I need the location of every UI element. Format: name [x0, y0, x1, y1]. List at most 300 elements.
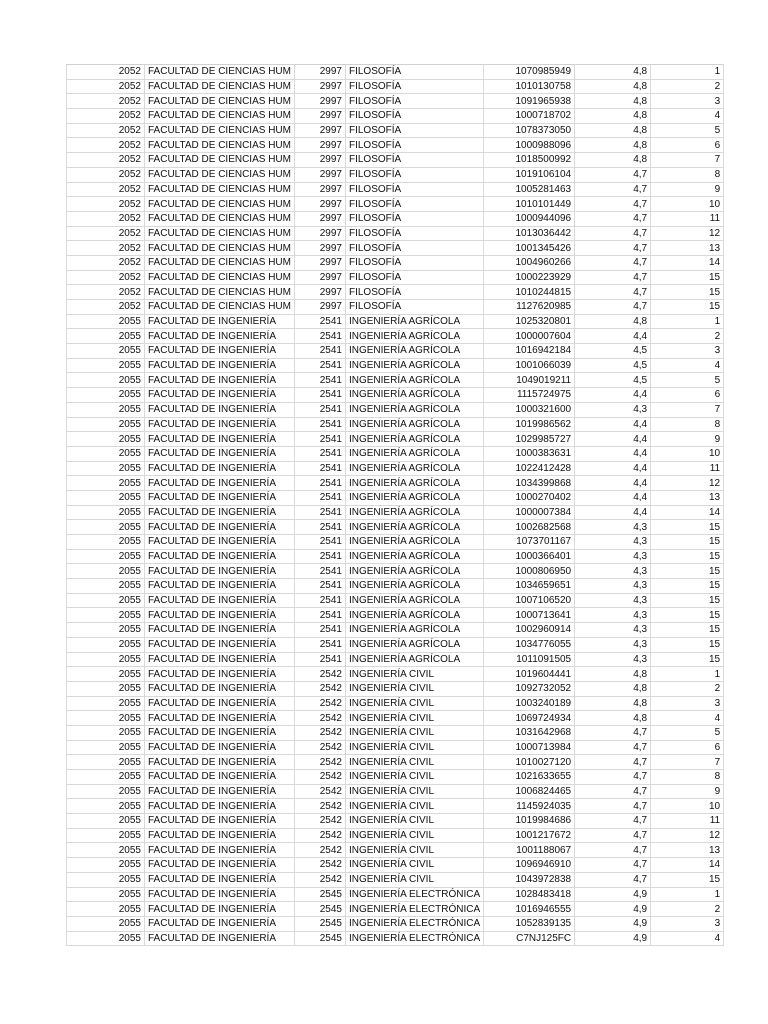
- table-row: [67, 902, 724, 917]
- student-id-cell: 1043972838: [484, 872, 575, 887]
- grade-cell: 4,4: [575, 461, 651, 476]
- grade-cell: 4,3: [575, 535, 651, 550]
- faculty-name-cell: FACULTAD DE INGENIERÍA: [145, 814, 295, 829]
- faculty-name-cell: FACULTAD DE INGENIERÍA: [145, 916, 295, 931]
- student-id-cell: 1000944096: [484, 211, 575, 226]
- faculty-code-cell: 2055: [67, 858, 145, 873]
- grade-cell: 4,3: [575, 623, 651, 638]
- faculty-code-cell: 2052: [67, 65, 145, 80]
- faculty-code-cell: 2052: [67, 153, 145, 168]
- grade-cell: 4,8: [575, 681, 651, 696]
- student-id-cell: 1000007384: [484, 505, 575, 520]
- program-code-cell: 2997: [294, 241, 345, 256]
- faculty-code-cell: 2055: [67, 608, 145, 623]
- table-row: [67, 770, 724, 785]
- program-name-cell: INGENIERÍA CIVIL: [345, 755, 483, 770]
- student-id-cell: 1049019211: [484, 373, 575, 388]
- faculty-code-cell: 2055: [67, 520, 145, 535]
- rank-cell: 8: [651, 770, 724, 785]
- student-id-cell: 1000007604: [484, 329, 575, 344]
- table-row: [67, 314, 724, 329]
- program-code-cell: 2542: [294, 799, 345, 814]
- faculty-code-cell: 2052: [67, 197, 145, 212]
- student-id-cell: 1007106520: [484, 593, 575, 608]
- program-code-cell: 2541: [294, 652, 345, 667]
- faculty-code-cell: 2055: [67, 652, 145, 667]
- student-id-cell: 1003240189: [484, 696, 575, 711]
- program-code-cell: 2545: [294, 902, 345, 917]
- program-name-cell: FILOSOFÍA: [345, 197, 483, 212]
- table-row: [67, 490, 724, 505]
- faculty-name-cell: FACULTAD DE INGENIERÍA: [145, 696, 295, 711]
- faculty-code-cell: 2055: [67, 402, 145, 417]
- program-name-cell: INGENIERÍA AGRÍCOLA: [345, 388, 483, 403]
- table-row: [67, 887, 724, 902]
- faculty-name-cell: FACULTAD DE INGENIERÍA: [145, 593, 295, 608]
- table-row: [67, 461, 724, 476]
- rank-cell: 7: [651, 402, 724, 417]
- rank-cell: 1: [651, 65, 724, 80]
- faculty-name-cell: FACULTAD DE CIENCIAS HUM: [145, 65, 295, 80]
- program-code-cell: 2997: [294, 197, 345, 212]
- rank-cell: 2: [651, 902, 724, 917]
- faculty-code-cell: 2055: [67, 623, 145, 638]
- faculty-name-cell: FACULTAD DE INGENIERÍA: [145, 344, 295, 359]
- faculty-name-cell: FACULTAD DE INGENIERÍA: [145, 711, 295, 726]
- rank-cell: 8: [651, 417, 724, 432]
- program-code-cell: 2542: [294, 725, 345, 740]
- student-id-cell: 1052839135: [484, 916, 575, 931]
- program-name-cell: INGENIERÍA AGRÍCOLA: [345, 637, 483, 652]
- table-row: [67, 94, 724, 109]
- faculty-code-cell: 2055: [67, 740, 145, 755]
- faculty-name-cell: FACULTAD DE INGENIERÍA: [145, 667, 295, 682]
- table-row: [67, 329, 724, 344]
- program-name-cell: INGENIERÍA CIVIL: [345, 711, 483, 726]
- faculty-name-cell: FACULTAD DE INGENIERÍA: [145, 520, 295, 535]
- table-row: [67, 432, 724, 447]
- rank-cell: 6: [651, 740, 724, 755]
- rank-cell: 10: [651, 446, 724, 461]
- table-row: [67, 476, 724, 491]
- grade-cell: 4,7: [575, 755, 651, 770]
- student-id-cell: 1025320801: [484, 314, 575, 329]
- grade-cell: 4,8: [575, 696, 651, 711]
- rank-cell: 9: [651, 182, 724, 197]
- rank-cell: 10: [651, 799, 724, 814]
- program-name-cell: FILOSOFÍA: [345, 270, 483, 285]
- grade-cell: 4,8: [575, 138, 651, 153]
- faculty-name-cell: FACULTAD DE INGENIERÍA: [145, 432, 295, 447]
- faculty-code-cell: 2052: [67, 109, 145, 124]
- faculty-name-cell: FACULTAD DE INGENIERÍA: [145, 564, 295, 579]
- program-name-cell: INGENIERÍA AGRÍCOLA: [345, 329, 483, 344]
- rank-cell: 1: [651, 314, 724, 329]
- faculty-name-cell: FACULTAD DE INGENIERÍA: [145, 358, 295, 373]
- table-row: [67, 358, 724, 373]
- table-row: [67, 828, 724, 843]
- grade-cell: 4,8: [575, 153, 651, 168]
- faculty-name-cell: FACULTAD DE INGENIERÍA: [145, 373, 295, 388]
- faculty-code-cell: 2055: [67, 490, 145, 505]
- faculty-name-cell: FACULTAD DE INGENIERÍA: [145, 770, 295, 785]
- program-code-cell: 2541: [294, 329, 345, 344]
- table-row: [67, 564, 724, 579]
- program-name-cell: FILOSOFÍA: [345, 255, 483, 270]
- table-row: [67, 255, 724, 270]
- program-code-cell: 2542: [294, 696, 345, 711]
- grade-cell: 4,7: [575, 784, 651, 799]
- grade-cell: 4,7: [575, 858, 651, 873]
- grade-cell: 4,8: [575, 94, 651, 109]
- table-row: [67, 740, 724, 755]
- program-name-cell: INGENIERÍA CIVIL: [345, 696, 483, 711]
- faculty-name-cell: FACULTAD DE INGENIERÍA: [145, 608, 295, 623]
- faculty-code-cell: 2052: [67, 226, 145, 241]
- program-name-cell: FILOSOFÍA: [345, 109, 483, 124]
- faculty-code-cell: 2055: [67, 711, 145, 726]
- program-name-cell: INGENIERÍA AGRÍCOLA: [345, 564, 483, 579]
- program-name-cell: FILOSOFÍA: [345, 226, 483, 241]
- table-row: [67, 109, 724, 124]
- faculty-name-cell: FACULTAD DE INGENIERÍA: [145, 843, 295, 858]
- rank-cell: 7: [651, 755, 724, 770]
- faculty-name-cell: FACULTAD DE INGENIERÍA: [145, 623, 295, 638]
- rank-cell: 15: [651, 564, 724, 579]
- rank-cell: 4: [651, 358, 724, 373]
- faculty-name-cell: FACULTAD DE INGENIERÍA: [145, 652, 295, 667]
- grade-cell: 4,3: [575, 593, 651, 608]
- grade-cell: 4,7: [575, 211, 651, 226]
- faculty-name-cell: FACULTAD DE CIENCIAS HUM: [145, 270, 295, 285]
- grade-cell: 4,9: [575, 887, 651, 902]
- student-id-cell: 1145924035: [484, 799, 575, 814]
- grade-cell: 4,7: [575, 197, 651, 212]
- program-name-cell: FILOSOFÍA: [345, 167, 483, 182]
- grade-cell: 4,5: [575, 358, 651, 373]
- grade-cell: 4,8: [575, 314, 651, 329]
- faculty-name-cell: FACULTAD DE CIENCIAS HUM: [145, 255, 295, 270]
- rank-cell: 15: [651, 652, 724, 667]
- table-row: [67, 167, 724, 182]
- student-id-cell: 1069724934: [484, 711, 575, 726]
- faculty-code-cell: 2052: [67, 285, 145, 300]
- student-id-cell: 1001188067: [484, 843, 575, 858]
- faculty-code-cell: 2055: [67, 843, 145, 858]
- table-row: [67, 402, 724, 417]
- rank-cell: 4: [651, 109, 724, 124]
- program-name-cell: INGENIERÍA CIVIL: [345, 799, 483, 814]
- rank-cell: 13: [651, 843, 724, 858]
- grade-cell: 4,8: [575, 711, 651, 726]
- rank-cell: 7: [651, 153, 724, 168]
- table-row: [67, 652, 724, 667]
- faculty-code-cell: 2055: [67, 872, 145, 887]
- faculty-code-cell: 2055: [67, 388, 145, 403]
- faculty-name-cell: FACULTAD DE CIENCIAS HUM: [145, 285, 295, 300]
- student-id-cell: 1000806950: [484, 564, 575, 579]
- grade-cell: 4,4: [575, 432, 651, 447]
- student-id-cell: 1016942184: [484, 344, 575, 359]
- faculty-name-cell: FACULTAD DE CIENCIAS HUM: [145, 138, 295, 153]
- program-name-cell: FILOSOFÍA: [345, 285, 483, 300]
- grade-cell: 4,4: [575, 329, 651, 344]
- grade-cell: 4,3: [575, 579, 651, 594]
- faculty-name-cell: FACULTAD DE INGENIERÍA: [145, 799, 295, 814]
- faculty-code-cell: 2052: [67, 94, 145, 109]
- faculty-code-cell: 2055: [67, 535, 145, 550]
- results-table: [66, 64, 724, 946]
- student-id-cell: 1010101449: [484, 197, 575, 212]
- rank-cell: 15: [651, 549, 724, 564]
- rank-cell: 3: [651, 94, 724, 109]
- rank-cell: 2: [651, 329, 724, 344]
- program-name-cell: INGENIERÍA CIVIL: [345, 681, 483, 696]
- program-code-cell: 2542: [294, 667, 345, 682]
- faculty-code-cell: 2055: [67, 696, 145, 711]
- rank-cell: 9: [651, 432, 724, 447]
- faculty-name-cell: FACULTAD DE INGENIERÍA: [145, 505, 295, 520]
- program-code-cell: 2997: [294, 109, 345, 124]
- faculty-code-cell: 2055: [67, 725, 145, 740]
- program-name-cell: INGENIERÍA ELECTRÓNICA: [345, 931, 483, 946]
- student-id-cell: 1010130758: [484, 79, 575, 94]
- grade-cell: 4,7: [575, 226, 651, 241]
- faculty-name-cell: FACULTAD DE INGENIERÍA: [145, 902, 295, 917]
- faculty-code-cell: 2052: [67, 167, 145, 182]
- rank-cell: 15: [651, 637, 724, 652]
- grade-cell: 4,3: [575, 637, 651, 652]
- table-row: [67, 388, 724, 403]
- grade-cell: 4,4: [575, 417, 651, 432]
- rank-cell: 11: [651, 211, 724, 226]
- faculty-code-cell: 2055: [67, 476, 145, 491]
- faculty-code-cell: 2055: [67, 828, 145, 843]
- faculty-code-cell: 2055: [67, 814, 145, 829]
- table-row: [67, 637, 724, 652]
- student-id-cell: 1000988096: [484, 138, 575, 153]
- program-code-cell: 2542: [294, 681, 345, 696]
- program-code-cell: 2545: [294, 916, 345, 931]
- rank-cell: 14: [651, 858, 724, 873]
- rank-cell: 4: [651, 931, 724, 946]
- table-row: [67, 211, 724, 226]
- student-id-cell: 1115724975: [484, 388, 575, 403]
- program-code-cell: 2541: [294, 490, 345, 505]
- student-id-cell: 1029985727: [484, 432, 575, 447]
- faculty-code-cell: 2055: [67, 329, 145, 344]
- program-name-cell: INGENIERÍA CIVIL: [345, 858, 483, 873]
- grade-cell: 4,7: [575, 167, 651, 182]
- student-id-cell: 1073701167: [484, 535, 575, 550]
- table-row: [67, 182, 724, 197]
- program-code-cell: 2541: [294, 432, 345, 447]
- faculty-code-cell: 2055: [67, 432, 145, 447]
- program-code-cell: 2545: [294, 887, 345, 902]
- program-name-cell: INGENIERÍA AGRÍCOLA: [345, 579, 483, 594]
- rank-cell: 12: [651, 226, 724, 241]
- rank-cell: 1: [651, 887, 724, 902]
- table-row: [67, 623, 724, 638]
- program-code-cell: 2542: [294, 843, 345, 858]
- program-name-cell: INGENIERÍA AGRÍCOLA: [345, 490, 483, 505]
- program-code-cell: 2541: [294, 579, 345, 594]
- faculty-code-cell: 2055: [67, 931, 145, 946]
- program-name-cell: FILOSOFÍA: [345, 138, 483, 153]
- table-row: [67, 373, 724, 388]
- rank-cell: 3: [651, 344, 724, 359]
- faculty-name-cell: FACULTAD DE INGENIERÍA: [145, 681, 295, 696]
- program-code-cell: 2541: [294, 358, 345, 373]
- program-name-cell: INGENIERÍA CIVIL: [345, 725, 483, 740]
- rank-cell: 15: [651, 872, 724, 887]
- faculty-name-cell: FACULTAD DE INGENIERÍA: [145, 461, 295, 476]
- faculty-name-cell: FACULTAD DE CIENCIAS HUM: [145, 226, 295, 241]
- faculty-code-cell: 2052: [67, 211, 145, 226]
- table-row: [67, 579, 724, 594]
- grade-cell: 4,8: [575, 79, 651, 94]
- faculty-name-cell: FACULTAD DE INGENIERÍA: [145, 490, 295, 505]
- student-id-cell: 1001345426: [484, 241, 575, 256]
- program-code-cell: 2541: [294, 505, 345, 520]
- program-code-cell: 2997: [294, 65, 345, 80]
- program-code-cell: 2542: [294, 711, 345, 726]
- student-id-cell: 1019604441: [484, 667, 575, 682]
- faculty-name-cell: FACULTAD DE CIENCIAS HUM: [145, 211, 295, 226]
- rank-cell: 12: [651, 828, 724, 843]
- program-code-cell: 2542: [294, 755, 345, 770]
- faculty-name-cell: FACULTAD DE INGENIERÍA: [145, 858, 295, 873]
- rank-cell: 3: [651, 696, 724, 711]
- table-row: [67, 843, 724, 858]
- student-id-cell: 1004960266: [484, 255, 575, 270]
- grade-cell: 4,8: [575, 109, 651, 124]
- student-id-cell: 1001217672: [484, 828, 575, 843]
- faculty-code-cell: 2055: [67, 755, 145, 770]
- grade-cell: 4,4: [575, 476, 651, 491]
- program-name-cell: INGENIERÍA AGRÍCOLA: [345, 358, 483, 373]
- faculty-code-cell: 2055: [67, 446, 145, 461]
- faculty-code-cell: 2052: [67, 270, 145, 285]
- program-code-cell: 2997: [294, 270, 345, 285]
- student-id-cell: C7NJ125FC: [484, 931, 575, 946]
- program-name-cell: INGENIERÍA ELECTRÓNICA: [345, 902, 483, 917]
- program-code-cell: 2997: [294, 182, 345, 197]
- rank-cell: 6: [651, 388, 724, 403]
- faculty-name-cell: FACULTAD DE INGENIERÍA: [145, 931, 295, 946]
- faculty-name-cell: FACULTAD DE INGENIERÍA: [145, 755, 295, 770]
- faculty-name-cell: FACULTAD DE INGENIERÍA: [145, 417, 295, 432]
- faculty-code-cell: 2052: [67, 255, 145, 270]
- student-id-cell: 1006824465: [484, 784, 575, 799]
- table-row: [67, 197, 724, 212]
- grade-cell: 4,7: [575, 182, 651, 197]
- faculty-code-cell: 2055: [67, 770, 145, 785]
- program-name-cell: INGENIERÍA AGRÍCOLA: [345, 505, 483, 520]
- program-code-cell: 2997: [294, 285, 345, 300]
- program-code-cell: 2541: [294, 549, 345, 564]
- table-row: [67, 446, 724, 461]
- faculty-name-cell: FACULTAD DE INGENIERÍA: [145, 329, 295, 344]
- grade-cell: 4,3: [575, 608, 651, 623]
- faculty-code-cell: 2055: [67, 505, 145, 520]
- faculty-code-cell: 2052: [67, 138, 145, 153]
- grade-cell: 4,5: [575, 344, 651, 359]
- program-code-cell: 2541: [294, 623, 345, 638]
- faculty-code-cell: 2055: [67, 461, 145, 476]
- rank-cell: 2: [651, 79, 724, 94]
- faculty-name-cell: FACULTAD DE CIENCIAS HUM: [145, 167, 295, 182]
- table-row: [67, 505, 724, 520]
- table-row: [67, 872, 724, 887]
- faculty-name-cell: FACULTAD DE CIENCIAS HUM: [145, 182, 295, 197]
- student-id-cell: 1091965938: [484, 94, 575, 109]
- grade-cell: 4,5: [575, 373, 651, 388]
- program-name-cell: INGENIERÍA CIVIL: [345, 872, 483, 887]
- rank-cell: 9: [651, 784, 724, 799]
- program-name-cell: FILOSOFÍA: [345, 79, 483, 94]
- student-id-cell: 1000366401: [484, 549, 575, 564]
- rank-cell: 2: [651, 681, 724, 696]
- program-name-cell: FILOSOFÍA: [345, 182, 483, 197]
- faculty-name-cell: FACULTAD DE CIENCIAS HUM: [145, 123, 295, 138]
- grade-cell: 4,7: [575, 725, 651, 740]
- grade-cell: 4,7: [575, 740, 651, 755]
- table-row: [67, 300, 724, 315]
- program-name-cell: INGENIERÍA AGRÍCOLA: [345, 417, 483, 432]
- grade-cell: 4,7: [575, 270, 651, 285]
- student-id-cell: 1000270402: [484, 490, 575, 505]
- student-id-cell: 1031642968: [484, 725, 575, 740]
- student-id-cell: 1034399868: [484, 476, 575, 491]
- table-row: [67, 593, 724, 608]
- grade-cell: 4,7: [575, 241, 651, 256]
- program-code-cell: 2542: [294, 872, 345, 887]
- faculty-code-cell: 2055: [67, 593, 145, 608]
- rank-cell: 8: [651, 167, 724, 182]
- student-id-cell: 1092732052: [484, 681, 575, 696]
- program-name-cell: INGENIERÍA CIVIL: [345, 814, 483, 829]
- faculty-name-cell: FACULTAD DE INGENIERÍA: [145, 476, 295, 491]
- faculty-code-cell: 2055: [67, 887, 145, 902]
- program-name-cell: INGENIERÍA CIVIL: [345, 784, 483, 799]
- program-code-cell: 2541: [294, 388, 345, 403]
- grade-cell: 4,3: [575, 520, 651, 535]
- faculty-name-cell: FACULTAD DE CIENCIAS HUM: [145, 94, 295, 109]
- program-name-cell: FILOSOFÍA: [345, 123, 483, 138]
- table-row: [67, 725, 724, 740]
- program-code-cell: 2542: [294, 814, 345, 829]
- grade-cell: 4,7: [575, 255, 651, 270]
- program-name-cell: INGENIERÍA CIVIL: [345, 843, 483, 858]
- student-id-cell: 1021633655: [484, 770, 575, 785]
- rank-cell: 13: [651, 490, 724, 505]
- program-code-cell: 2545: [294, 931, 345, 946]
- table-row: [67, 931, 724, 946]
- faculty-code-cell: 2055: [67, 314, 145, 329]
- table-row: [67, 79, 724, 94]
- grade-cell: 4,7: [575, 843, 651, 858]
- faculty-code-cell: 2052: [67, 241, 145, 256]
- faculty-code-cell: 2055: [67, 549, 145, 564]
- faculty-name-cell: FACULTAD DE CIENCIAS HUM: [145, 109, 295, 124]
- student-id-cell: 1002682568: [484, 520, 575, 535]
- rank-cell: 14: [651, 255, 724, 270]
- student-id-cell: 1078373050: [484, 123, 575, 138]
- faculty-name-cell: FACULTAD DE CIENCIAS HUM: [145, 197, 295, 212]
- table-row: [67, 916, 724, 931]
- rank-cell: 15: [651, 285, 724, 300]
